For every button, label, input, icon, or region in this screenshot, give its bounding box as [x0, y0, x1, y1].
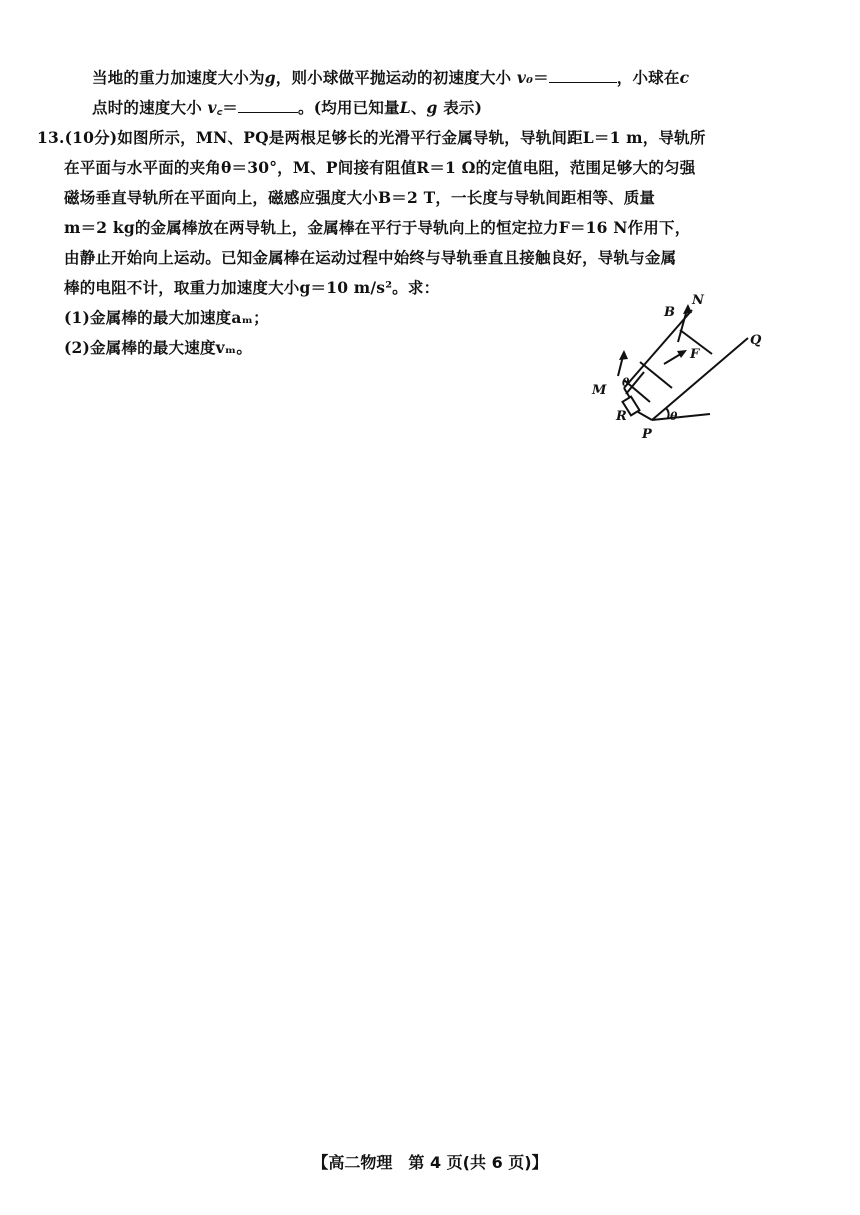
q13-sub-question-2 — [64, 337, 252, 359]
symbol-c: c — [679, 68, 690, 87]
text-segment: 表示) — [443, 98, 483, 117]
symbol-L: L — [399, 98, 411, 117]
prev-question-line-1 — [92, 66, 689, 89]
q13-line-2 — [64, 157, 695, 179]
q13-line-4 — [64, 217, 690, 239]
question-number: 13. — [37, 128, 65, 147]
prev-question-line-2 — [92, 96, 482, 119]
label-R: R — [616, 409, 627, 424]
arrowhead-B — [683, 304, 692, 314]
q13-line-5 — [64, 247, 676, 269]
text-segment: 当地的重力加速度大小为 — [92, 68, 265, 87]
q13-text-2: 在平面与水平面的夹角θ＝30°，M、P间接有阻值R＝1 Ω的定值电阻，范围足够大的匀强 — [64, 158, 696, 177]
label-B: B — [664, 305, 675, 320]
rail-diagram — [580, 290, 780, 450]
q13-text-3: 磁场垂直导轨所在平面向上，磁感应强度大小B＝2 T，一长度与导轨间距相等、质量 — [64, 188, 656, 207]
q13-line-1 — [37, 127, 706, 149]
horizontal-base — [652, 414, 710, 420]
label-M: M — [592, 383, 607, 398]
wire-R-P — [638, 412, 652, 420]
label-N: N — [692, 293, 704, 308]
answer-blank-v0[interactable] — [549, 66, 617, 83]
metal-rod — [640, 362, 672, 388]
text-segment: 。(均用已知量 — [298, 98, 400, 117]
sub-question-2-text: (2)金属棒的最大速度vₘ。 — [64, 338, 253, 357]
answer-blank-vc[interactable] — [238, 96, 298, 113]
q13-text-4: m＝2 kg的金属棒放在两导轨上，金属棒在平行于导轨向上的恒定拉力F＝16 N作用下， — [64, 218, 691, 237]
label-theta-2: θ — [670, 410, 678, 423]
symbol-g: g — [264, 68, 276, 87]
arrowhead-normal — [619, 350, 628, 360]
label-theta-1: θ — [622, 376, 630, 389]
text-segment: ，小球在 — [616, 68, 680, 87]
text-segment: ，则小球做平抛运动的初速度大小 — [275, 68, 512, 87]
label-P: P — [642, 427, 652, 442]
label-Q: Q — [750, 333, 762, 348]
angle-arc — [666, 408, 669, 418]
sub-question-1-text: (1)金属棒的最大加速度aₘ； — [64, 308, 269, 327]
q13-line-6 — [64, 277, 439, 299]
symbol-v0: v₀ — [516, 68, 534, 87]
q13-text-6: 棒的电阻不计，取重力加速度大小g＝10 m/s²。求： — [64, 278, 440, 297]
equals-sign: ＝ — [533, 68, 549, 87]
separator: 、 — [410, 98, 427, 117]
label-F: F — [690, 347, 700, 362]
q13-line-3 — [64, 187, 655, 209]
q13-sub-question-1 — [64, 307, 269, 329]
text-segment: 点时的速度大小 — [92, 98, 202, 117]
symbol-g: g — [426, 98, 438, 117]
page-footer: 【高二物理 第 4 页(共 6 页)】 — [312, 1153, 548, 1172]
q13-text-1: (10分)如图所示，MN、PQ是两根足够长的光滑平行金属导轨，导轨间距L＝1 m，导轨所 — [64, 128, 706, 147]
equals-sign: ＝ — [222, 98, 238, 117]
q13-text-5: 由静止开始向上运动。已知金属棒在运动过程中始终与导轨垂直且接触良好，导轨与金属 — [64, 248, 677, 267]
symbol-vc: v꜀ — [207, 98, 223, 117]
arrowhead-F — [677, 350, 687, 358]
